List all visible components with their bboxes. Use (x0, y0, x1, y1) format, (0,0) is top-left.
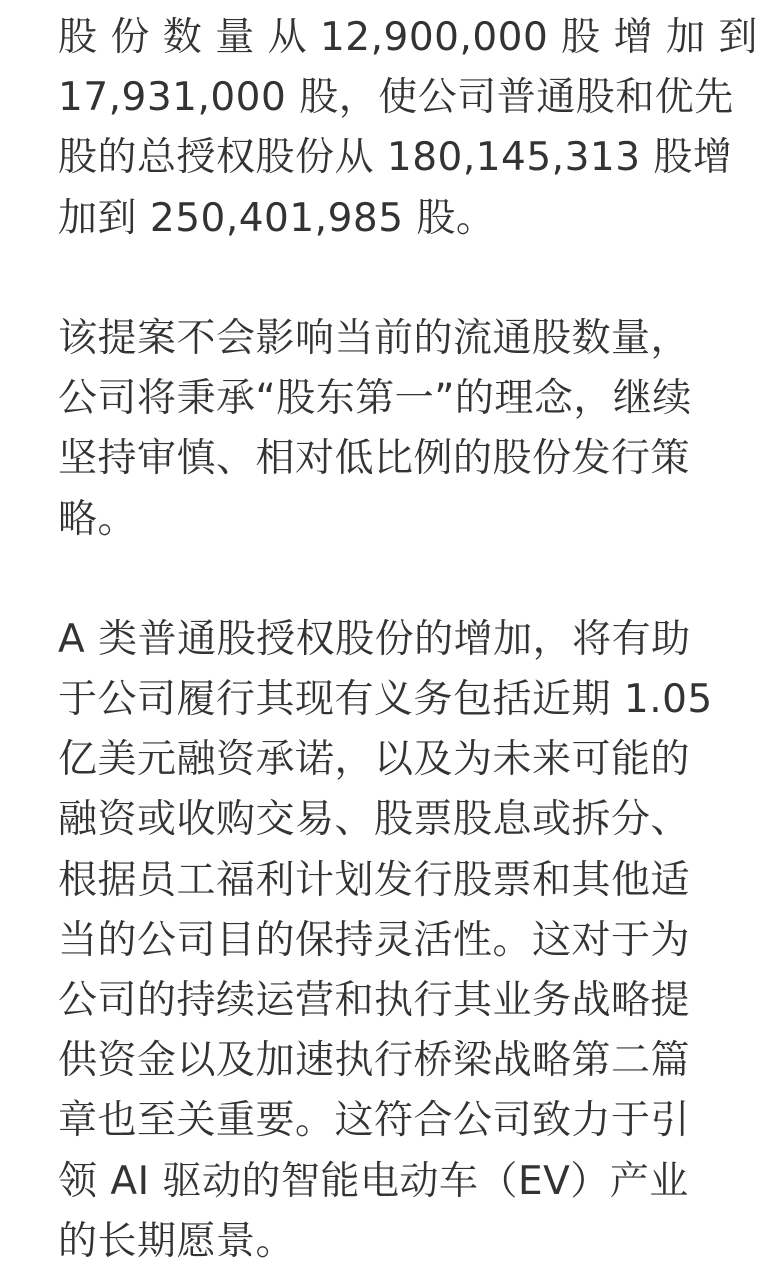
text-line: 加到 250,401,985 股。 (58, 195, 496, 241)
text-line: 领 AI 驱动的智能电动车（EV）产业 (58, 1158, 689, 1204)
text-line: 当的公司目的保持灵活性。这对于为 (58, 917, 691, 963)
paragraph-shareholder-first (58, 309, 710, 550)
text-line: 该提案不会影响当前的流通股数量， (58, 315, 691, 361)
paragraph-share-increase (58, 8, 758, 249)
text-line: A 类普通股授权股份的增加，将有助 (58, 616, 691, 662)
text-line: 坚持审慎、相对低比例的股份发行策 (58, 436, 691, 482)
text-line: 股的总授权股份从 180,145,313 股增 (58, 135, 733, 181)
text-line: 供资金以及加速执行桥梁战略第二篇 (58, 1038, 691, 1084)
text-line: 公司将秉承“股东第一”的理念，继续 (58, 376, 692, 422)
text-line: 章也至关重要。这符合公司致力于引 (58, 1098, 691, 1144)
paragraph-spacer (58, 249, 710, 309)
text-line: 的长期愿景。 (58, 1218, 296, 1264)
article-body (58, 8, 758, 1272)
text-line: 公司的持续运营和执行其业务战略提 (58, 978, 691, 1023)
text-line: 亿美元融资承诺，以及为未来可能的 (58, 737, 691, 783)
paragraph-spacer (58, 550, 710, 610)
text-line: 于公司履行其现有义务包括近期 1.05 (58, 677, 713, 723)
text-line: 略。 (58, 496, 138, 542)
paragraph-class-a-shares (58, 610, 713, 1272)
text-line: 根据员工福利计划发行股票和其他适 (58, 857, 691, 903)
text-line: 17,931,000 股，使公司普通股和优先 (58, 75, 734, 121)
text-line: 融资或收购交易、股票股息或拆分、 (58, 797, 691, 843)
text-line: 股 份 数 量 从 12,900,000 股 增 加 到 (58, 15, 758, 60)
